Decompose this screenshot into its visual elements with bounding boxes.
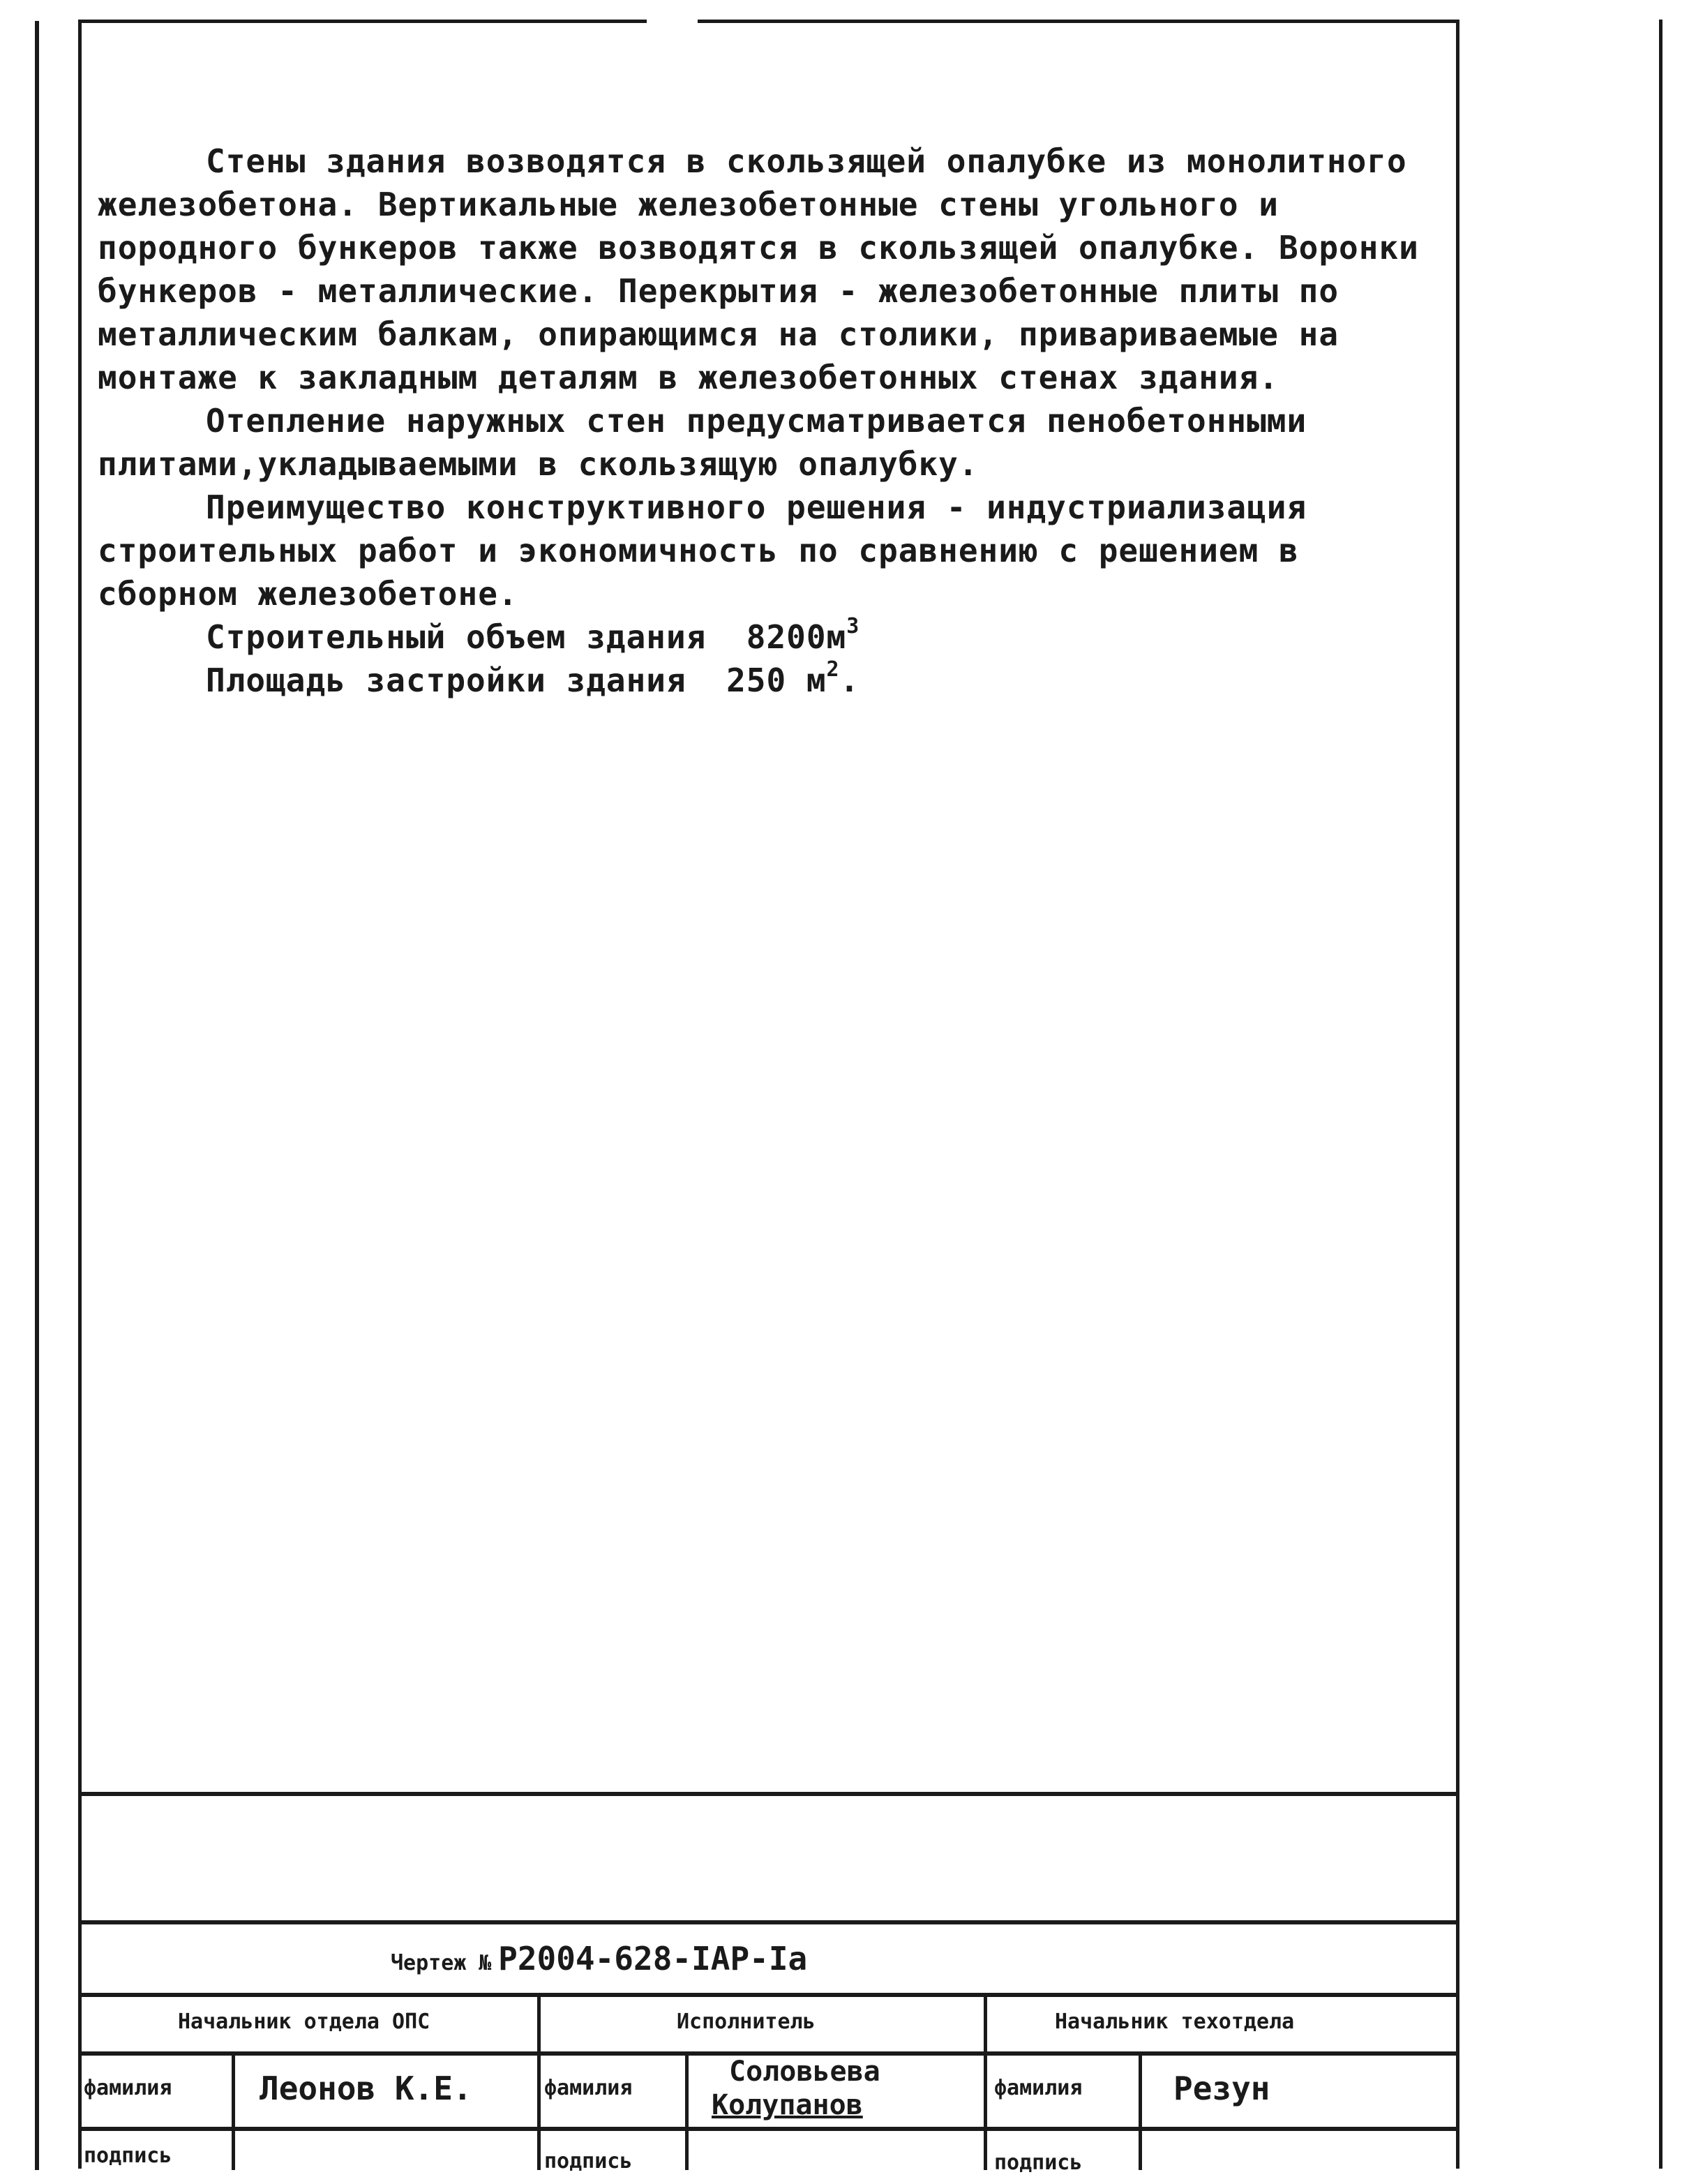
paragraph-walls: Стены здания возводятся в скользящей опалубке из монолитного железобетона. Вертикальные железобетонные стены угольного и породного бункеров также возводятся в скользящей опалубке. Воронки бункеров - металлические. Перекрытия - железобетонные плиты по металлическим балкам, опирающимся на столики, привариваемые на монтаже к закладным деталям в железобетонных стенах здания.	[98, 142, 1419, 396]
left-margin-line	[35, 21, 39, 2170]
col2-header: Исполнитель	[677, 2010, 816, 2034]
stamp-top-line	[78, 1792, 1459, 1796]
stamp-line-2	[78, 1920, 1459, 1924]
stamp-vline-5	[1139, 2051, 1142, 2170]
stamp-vline-3	[685, 2051, 689, 2170]
building-area	[98, 659, 1444, 702]
explanatory-text	[98, 140, 1444, 702]
col1-signature-label: подпись	[84, 2144, 172, 2168]
col2-signature-label: подпись	[544, 2149, 633, 2174]
stamp-vline-1	[232, 2051, 235, 2170]
paragraph-insulation: Отепление наружных стен предусматривается пенобетонными плитами,укладываемыми в скользящую опалубку.	[98, 402, 1307, 483]
right-margin-line	[1659, 20, 1662, 2169]
drawing-number: P2004-628-IAP-Ia	[498, 1940, 808, 1977]
stamp-line-3	[78, 1993, 1459, 1997]
area-exponent: 2	[826, 657, 840, 682]
frame-top-border-left	[78, 20, 647, 23]
col1-surname-label: фамилия	[84, 2076, 172, 2100]
col1-surname: Леонов К.Е.	[260, 2070, 472, 2107]
building-volume	[98, 615, 1444, 659]
frame-top-border-right	[698, 20, 1458, 23]
drawing-label: Чертеж №	[391, 1951, 492, 1975]
col2-surname-2: Колупанов	[712, 2089, 863, 2121]
stamp-vline-2	[537, 1993, 541, 2170]
col2-surname-label: фамилия	[544, 2076, 633, 2100]
col3-surname-label: фамилия	[994, 2076, 1083, 2100]
stamp-line-5	[78, 2127, 1459, 2131]
area-tail: .	[839, 661, 860, 699]
drawing-number-row	[391, 1940, 807, 1977]
paragraph-advantage: Преимущество конструктивного решения - индустриализация строительных работ и экономичность по сравнению с решением в сборном железобетоне.	[98, 488, 1307, 613]
frame-left-border	[78, 20, 82, 2169]
area-value: 250 м	[726, 661, 827, 699]
col3-header: Начальник техотдела	[1055, 2010, 1295, 2034]
frame-right-border	[1456, 20, 1459, 2169]
stamp-vline-4	[984, 1993, 987, 2170]
col3-signature-label: подпись	[994, 2151, 1083, 2175]
volume-value: 8200м	[746, 618, 847, 656]
col2-surname-1: Соловьева	[729, 2056, 880, 2088]
volume-exponent: 3	[846, 614, 860, 638]
col1-header: Начальник отдела ОПС	[178, 2010, 430, 2034]
area-label: Площадь застройки здания	[206, 661, 686, 699]
col3-surname: Резун	[1173, 2070, 1270, 2107]
volume-label: Строительный объем здания	[206, 618, 707, 656]
